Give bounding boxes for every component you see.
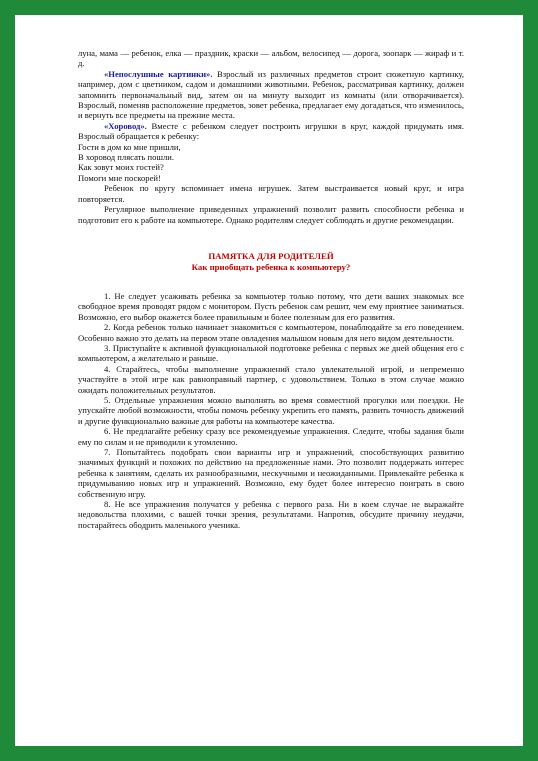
document-body [78, 48, 464, 530]
poem-line: В хоровод плясать пошли. [78, 152, 175, 163]
game-paragraph-2 [78, 121, 464, 142]
game-title-1: «Непослушные картинки». [104, 68, 213, 79]
memo-item: 8. Не все упражнения получатся у ребенка с первого раза. Ни в коем случае не выражайте недовольства плохими, с вашей точки зрения, результатами. Напротив, обсудите причину неудачи, постарайтесь ободрить маленького ученика. [78, 499, 464, 530]
memo-item: 3. Приступайте к активной функциональной подготовке ребенка с первых же дней общения его с компьютером, а желательно и раньше. [78, 342, 464, 364]
memo-subtitle: Как приобщать ребенка к компьютеру? [191, 261, 351, 272]
game-title-2: «Хоровод». [104, 120, 147, 131]
poem-line: Как зовут моих гостей? [78, 162, 164, 173]
conclusion-paragraph: Регулярное выполнение приведенных упражнений позволит развить способности ребенка и подготовит его к работе на компьютере. Однако родителям следует соблюдать и другие рекомендации. [78, 204, 464, 225]
intro-line: луна, мама — ребенок, елка — праздник, краски — альбом, велосипед — дорога, зоопарк — жираф и т. д. [78, 48, 464, 69]
game-text-1: Взрослый из различных предметов строит сюжетную картинку, например, дом с цветником, садом и домашними животными. Ребенок, рассматривая картинку, должен запомнить первоначальный вид, затем он на минуту выходит из комнаты (или отворачивается). Взрослый, поменяв расположение предметов, зовет ребенка, предлагает ему догадаться, что изменилось, и вернуть все предметы на прежние места. [78, 68, 464, 121]
game-paragraph-1 [78, 69, 464, 121]
memo-item: 7. Попытайтесь подобрать свои варианты игр и упражнений, способствующих развитию значимых функций и похожих по действию на предложенные нами. Это позволит поддержать интерес ребенка к занятиям, сделать их разнообразными, нескучными и неожиданными. Привлекайте ребенка к придумыванию новых игр и упражнений. Возможно, ему будет более интересно поиграть в свою собственную игру. [78, 447, 464, 499]
memo-item: 5. Отдельные упражнения можно выполнять во время совместной прогулки или поездки. Не упускайте любой возможности, чтобы помочь ребенку укрепить его память, развить точность движений и другие функционально важные для работы на компьютере качества. [78, 394, 464, 426]
memo-title: ПАМЯТКА ДЛЯ РОДИТЕЛЕЙ [208, 250, 334, 261]
memo-item: 6. Не предлагайте ребенку сразу все рекомендуемые упражнения. Следите, чтобы задания были ему по силам и не приводили к утомлению. [78, 426, 464, 447]
poem-line: Помоги мне поскорей! [78, 172, 161, 183]
memo-item: 2. Когда ребенок только начинает знакомиться с компьютером, понаблюдайте за его поведением. Особенно важно это делать на первом этапе овладения малышом новым для него видом деятельности. [78, 322, 464, 343]
game-text-2: Вместе с ребенком следует построить игрушки в круг, каждой придумать имя. Взрослый обращается к ребенку: [78, 120, 464, 142]
memo-item: 1. Не следует усаживать ребенка за компьютер только потому, что дети ваших знакомых все свободное время проводят рядом с монитором. Пусть ребенок сам решит, чем ему приятнее заниматься. Возможно, его выбор окажется более правильным и более полезным для его развития. [78, 290, 464, 322]
memo-item: 4. Старайтесь, чтобы выполнение упражнений стало увлекательной игрой, и непременно участвуйте в этой игре как равноправный партнер, с удовольствием. Только в этом случае можно ожидать положительных результатов. [78, 363, 464, 395]
poem-line: Гости в дом ко мне пришли, [78, 141, 181, 152]
after-poem-paragraph: Ребенок по кругу вспоминает имена игрушек. Затем выстраивается новый круг, и игра повторяется. [78, 183, 464, 204]
